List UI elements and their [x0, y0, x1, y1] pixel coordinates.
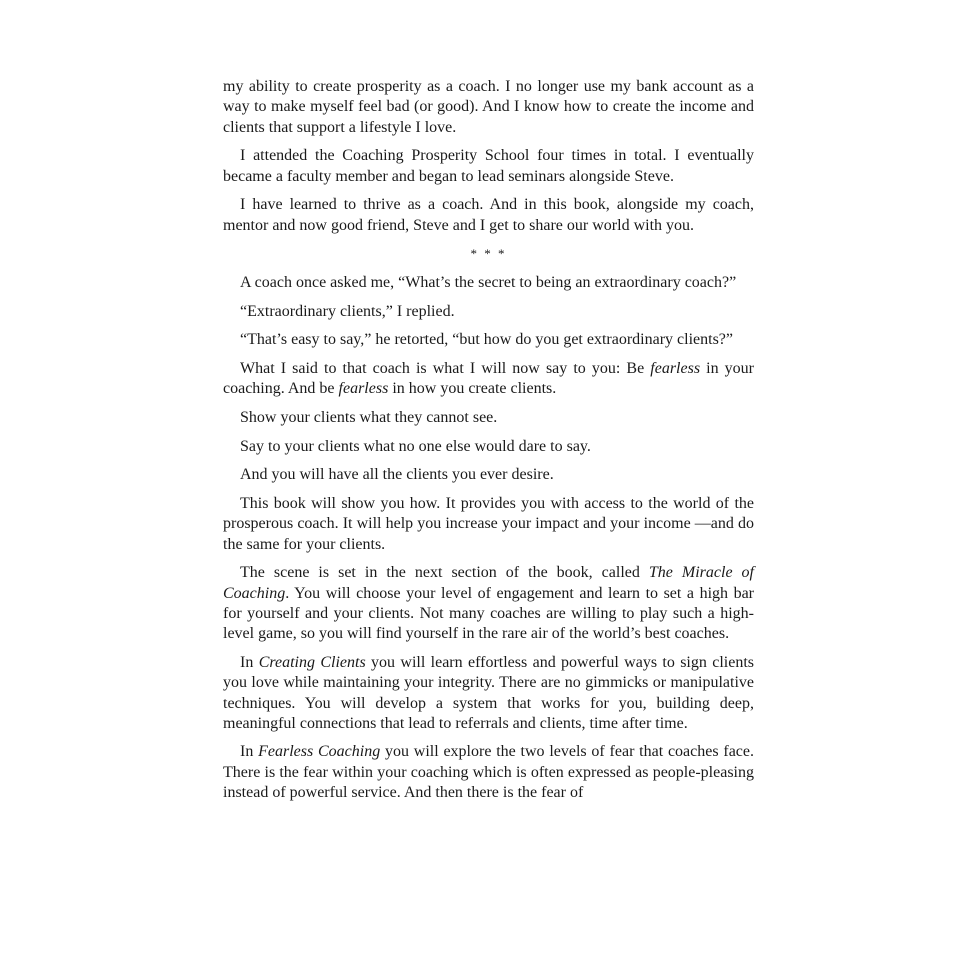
body-paragraph: [223, 653, 754, 734]
italic-text: Creating Clients: [258, 653, 366, 671]
italic-text: Fearless Coaching: [258, 743, 381, 761]
body-paragraph: [223, 408, 754, 428]
text-segment: you will learn effortless and powerful ways to sign clients you love while maintaining your integrity. There are no gimmicks or manipulative techniques. You will develop a system that works for you, building deep, meaningful connections that lead to referrals and clients, time after time.: [223, 653, 755, 732]
section-separator: [223, 244, 754, 264]
continuation-paragraph: [223, 77, 754, 138]
text-segment: * * *: [470, 246, 507, 262]
text-segment: In: [240, 743, 259, 761]
body-paragraph: [223, 146, 754, 187]
text-segment: “That’s easy to say,” he retorted, “but how do you get extraordinary clients?”: [240, 331, 734, 349]
body-paragraph: [223, 563, 754, 644]
text-segment: Say to your clients what no one else would dare to say.: [240, 437, 591, 455]
text-segment: The scene is set in the next section of the book, called: [240, 564, 649, 582]
text-segment: A coach once asked me, “What’s the secret to being an extraordinary coach?”: [240, 273, 737, 291]
text-segment: “Extraordinary clients,” I replied.: [240, 302, 455, 320]
text-segment: my ability to create prosperity as a coach. I no longer use my bank account as a way to make myself feel bad (or good). And I know how to create the income and clients that support a lifestyle I love.: [223, 78, 754, 136]
text-segment: I attended the Coaching Prosperity School four times in total. I eventually became a faculty member and began to lead seminars alongside Steve.: [223, 147, 754, 185]
text-segment: in your coaching. And be: [223, 360, 755, 398]
body-paragraph: [223, 437, 754, 457]
italic-text: fearless: [338, 380, 389, 398]
text-segment: And you will have all the clients you ever desire.: [240, 466, 554, 484]
body-paragraph: [223, 195, 754, 236]
text-segment: I have learned to thrive as a coach. And in this book, alongside my coach, mentor and now good friend, Steve and I get to share our world with you.: [223, 196, 754, 234]
text-segment: Show your clients what they cannot see.: [240, 408, 498, 426]
text-segment: . You will choose your level of engagement and learn to set a high bar for yourself and your clients. Not many coaches are willing to play such a high-level game, so you will find yourself in the rare air of the world’s best coaches.: [223, 584, 754, 643]
body-paragraph: [223, 330, 754, 350]
text-segment: This book will show you how. It provides you with access to the world of the prosperous coach. It will help you increase your impact and your income —and do the same for your clients.: [223, 495, 754, 553]
text-segment: you will explore the two levels of fear that coaches face. There is the fear within your coaching which is often expressed as people-pleasing instead of powerful service. And then there is the fear of: [223, 743, 754, 802]
book-page: [223, 77, 754, 812]
body-paragraph: [223, 494, 754, 555]
body-paragraph: [223, 465, 754, 485]
body-paragraph: [223, 359, 754, 400]
text-segment: in how you create clients.: [388, 380, 557, 398]
body-paragraph: [223, 742, 754, 803]
italic-text: The Miracle of Coaching: [223, 564, 755, 602]
italic-text: fearless: [650, 360, 701, 377]
body-paragraph: [223, 302, 754, 322]
body-paragraph: [223, 273, 754, 293]
text-segment: What I said to that coach is what I will now say to you: Be: [240, 360, 651, 377]
text-segment: In: [240, 653, 259, 671]
